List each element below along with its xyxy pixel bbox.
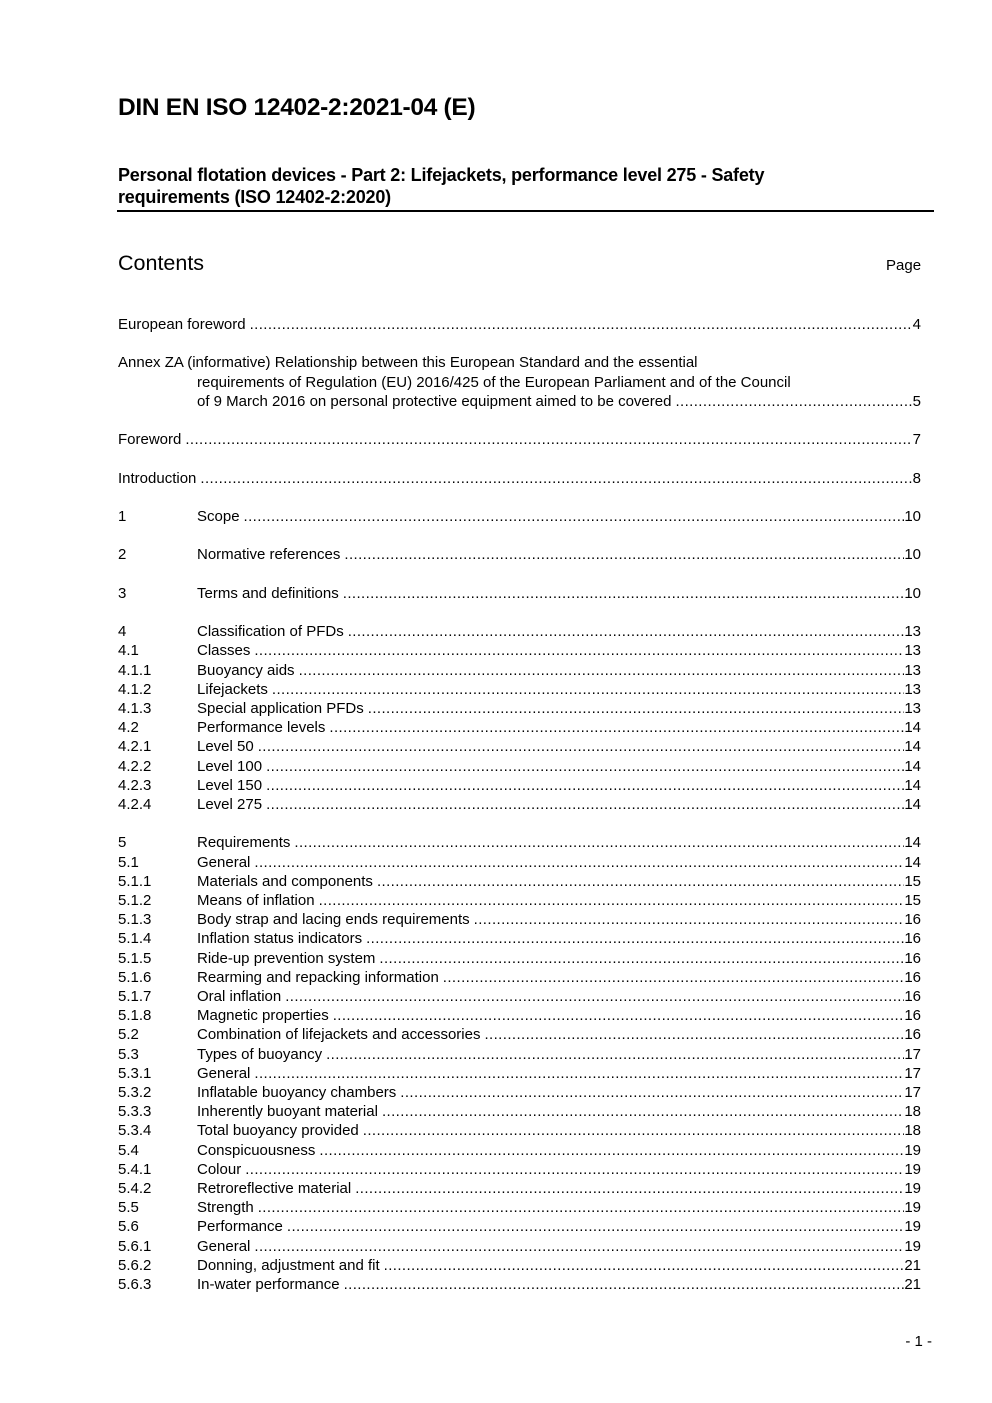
- toc-entry[interactable]: [118, 469, 921, 488]
- toc-entry-page: 16: [904, 987, 921, 1005]
- toc-entry[interactable]: [118, 949, 921, 968]
- dot-leader: [254, 641, 904, 660]
- dot-leader: [348, 622, 905, 641]
- dot-leader: [285, 987, 904, 1006]
- toc-entry-title: Oral inflation: [197, 987, 282, 1005]
- toc-entry-title: General: [197, 853, 251, 871]
- dot-leader: [368, 699, 905, 718]
- toc-entry-title: Level 50: [197, 738, 254, 756]
- toc-entry-title: General: [197, 1237, 251, 1255]
- toc-entry-title: Total buoyancy provided: [197, 1122, 359, 1140]
- dot-leader: [343, 584, 905, 603]
- toc-entry-page: 14: [904, 757, 921, 775]
- dot-leader: [355, 1179, 904, 1198]
- toc-entry-title: Retroreflective material: [197, 1180, 352, 1198]
- toc-entry-number: 4.1: [118, 642, 139, 660]
- toc-entry-page: 13: [904, 699, 921, 717]
- toc-entry-page: 14: [904, 834, 921, 852]
- toc-entry-number: 5.1: [118, 853, 139, 871]
- toc-entry-title: Classification of PFDs: [197, 623, 344, 641]
- toc-entry-page: 19: [904, 1218, 921, 1236]
- toc-entry-number: 5.6.3: [118, 1276, 152, 1294]
- title-divider: [117, 210, 934, 212]
- toc-entry-page: 5: [912, 392, 921, 410]
- toc-group: [118, 353, 921, 411]
- toc-entry-page: 19: [904, 1199, 921, 1217]
- toc-entry-page: 16: [904, 968, 921, 986]
- dot-leader: [254, 1064, 904, 1083]
- toc-entry[interactable]: [118, 853, 921, 872]
- dot-leader: [675, 392, 912, 411]
- dot-leader: [474, 910, 905, 929]
- toc-entry-number: 5: [118, 834, 127, 852]
- toc-entry-number: 5.1.4: [118, 930, 152, 948]
- dot-leader: [443, 968, 905, 987]
- toc-entry-number: 3: [118, 584, 127, 602]
- toc-entry[interactable]: [118, 1045, 921, 1064]
- toc-entry-number: 5.2: [118, 1026, 139, 1044]
- toc-entry[interactable]: [118, 1025, 921, 1044]
- toc-entry-number: 5.4.1: [118, 1160, 152, 1178]
- dot-leader: [200, 469, 912, 488]
- toc-entry[interactable]: [118, 1179, 921, 1198]
- toc-entry-title: Performance levels: [197, 719, 326, 737]
- toc-group: [118, 507, 921, 526]
- dot-leader: [363, 1121, 905, 1140]
- toc-entry-page: 16: [904, 930, 921, 948]
- toc-entry-title: Conspicuousness: [197, 1141, 316, 1159]
- dot-leader: [266, 795, 904, 814]
- table-of-contents: [118, 315, 921, 1313]
- document-id: DIN EN ISO 12402-2:2021-04 (E): [118, 94, 476, 121]
- toc-entry-title: Level 150: [197, 776, 263, 794]
- toc-entry-title: Foreword: [118, 431, 182, 449]
- toc-entry[interactable]: [118, 1006, 921, 1025]
- subtitle-line: requirements (ISO 12402-2:2020): [118, 187, 391, 207]
- toc-entry-title: Terms and definitions: [197, 584, 339, 602]
- toc-entry[interactable]: [118, 910, 921, 929]
- toc-group: [118, 315, 921, 334]
- dot-leader: [344, 545, 904, 564]
- toc-group: [118, 545, 921, 564]
- toc-entry-page: 15: [904, 891, 921, 909]
- toc-entry-title: In-water performance: [197, 1276, 340, 1294]
- toc-entry-number: 4: [118, 623, 127, 641]
- toc-group: [118, 584, 921, 603]
- dot-leader: [329, 718, 904, 737]
- toc-entry-page: 10: [904, 584, 921, 602]
- toc-entry-number: 4.2.3: [118, 776, 152, 794]
- toc-entry-title: Means of inflation: [197, 891, 315, 909]
- dot-leader: [266, 757, 904, 776]
- toc-entry-page: 10: [904, 546, 921, 564]
- toc-group: [118, 833, 921, 1294]
- toc-entry-number: 2: [118, 546, 127, 564]
- toc-entry-number: 4.1.1: [118, 661, 152, 679]
- toc-entry-title: Introduction: [118, 469, 197, 487]
- toc-entry-title: Magnetic properties: [197, 1007, 329, 1025]
- dot-leader: [244, 507, 905, 526]
- toc-entry-page: 15: [904, 872, 921, 890]
- toc-entry-number: 4.2.1: [118, 738, 152, 756]
- toc-entry-page: 16: [904, 1007, 921, 1025]
- toc-entry-page: 16: [904, 1026, 921, 1044]
- toc-entry[interactable]: [118, 1160, 921, 1179]
- dot-leader: [379, 949, 904, 968]
- toc-entry-number: 5.1.3: [118, 911, 152, 929]
- toc-entry-title: requirements of Regulation (EU) 2016/425 of the European Parliament and of the Council: [197, 373, 791, 391]
- toc-entry-number: 5.6.2: [118, 1256, 152, 1274]
- toc-entry-number: 5.1.1: [118, 872, 152, 890]
- toc-entry-number: 5.4: [118, 1141, 139, 1159]
- toc-entry[interactable]: [118, 968, 921, 987]
- dot-leader: [258, 1198, 905, 1217]
- toc-entry-title: of 9 March 2016 on personal protective equipment aimed to be covered: [197, 392, 672, 410]
- toc-entry[interactable]: [118, 757, 921, 776]
- toc-entry[interactable]: [118, 1256, 921, 1275]
- dot-leader: [382, 1102, 904, 1121]
- toc-entry-number: 5.3.3: [118, 1103, 152, 1121]
- toc-entry-number: 5.3: [118, 1045, 139, 1063]
- toc-entry-page: 17: [904, 1064, 921, 1082]
- toc-entry-title: Performance: [197, 1218, 283, 1236]
- toc-entry-title: Combination of lifejackets and accessories: [197, 1026, 481, 1044]
- toc-entry-page: 19: [904, 1180, 921, 1198]
- toc-entry-title: Inflatable buoyancy chambers: [197, 1084, 397, 1101]
- dot-leader: [185, 430, 912, 449]
- toc-entry-page: 16: [904, 911, 921, 929]
- toc-entry[interactable]: [118, 1083, 921, 1102]
- toc-group: [118, 469, 921, 488]
- toc-entry-title: Buoyancy aids: [197, 661, 295, 679]
- toc-entry[interactable]: [118, 661, 921, 680]
- toc-entry-title: General: [197, 1064, 251, 1082]
- dot-leader: [319, 891, 905, 910]
- toc-entry-page: 19: [904, 1237, 921, 1255]
- toc-entry-number: 5.3.2: [118, 1084, 152, 1101]
- toc-entry-title: Inflation status indicators: [197, 930, 363, 948]
- toc-entry-title: Normative references: [197, 546, 341, 564]
- toc-entry[interactable]: [118, 1198, 921, 1217]
- contents-heading: Contents: [118, 251, 205, 275]
- toc-entry-number: 5.1.8: [118, 1007, 152, 1025]
- dot-leader: [319, 1141, 904, 1160]
- dot-leader: [254, 853, 904, 872]
- dot-leader: [400, 1083, 904, 1102]
- toc-entry-page: 13: [904, 680, 921, 698]
- toc-entry[interactable]: [118, 1121, 921, 1140]
- toc-entry-page: 13: [904, 623, 921, 641]
- toc-entry-page: 19: [904, 1160, 921, 1178]
- toc-entry[interactable]: [118, 315, 921, 334]
- dot-leader: [484, 1025, 904, 1044]
- dot-leader: [250, 315, 913, 334]
- dot-leader: [384, 1256, 905, 1275]
- toc-entry[interactable]: [118, 680, 921, 699]
- toc-entry[interactable]: [118, 776, 921, 795]
- toc-group: [118, 622, 921, 814]
- toc-entry-number: 5.4.2: [118, 1180, 152, 1198]
- toc-entry-title: Special application PFDs: [197, 699, 364, 717]
- toc-entry[interactable]: [118, 891, 921, 910]
- toc-entry-title: Types of buoyancy: [197, 1045, 323, 1063]
- toc-entry-number: 4.2.4: [118, 795, 152, 813]
- toc-entry-number: 4.2: [118, 719, 139, 737]
- toc-entry[interactable]: [118, 987, 921, 1006]
- toc-entry-title: Rearming and repacking information: [197, 968, 439, 986]
- toc-entry[interactable]: [118, 1217, 921, 1236]
- toc-entry-title: Annex ZA (informative) Relationship between this European Standard and the essential: [118, 354, 698, 372]
- toc-entry-title: Body strap and lacing ends requirements: [197, 911, 470, 929]
- dot-leader: [272, 680, 904, 699]
- document-subtitle: [118, 164, 918, 208]
- dot-leader: [366, 929, 904, 948]
- toc-entry-title: European foreword: [118, 316, 246, 333]
- toc-entry[interactable]: [118, 1141, 921, 1160]
- toc-entry[interactable]: [118, 872, 921, 891]
- dot-leader: [287, 1217, 904, 1236]
- toc-entry-title: Colour: [197, 1160, 242, 1178]
- toc-entry-title: Requirements: [197, 834, 291, 852]
- toc-entry[interactable]: [118, 641, 921, 660]
- dot-leader: [266, 776, 904, 795]
- toc-entry-title: Scope: [197, 507, 240, 525]
- toc-entry-page: 14: [904, 776, 921, 794]
- toc-entry[interactable]: [118, 833, 921, 852]
- toc-entry-number: 5.1.5: [118, 949, 152, 967]
- toc-entry-number: 5.1.7: [118, 987, 152, 1005]
- toc-entry-number: 5.6: [118, 1218, 139, 1236]
- toc-entry[interactable]: [118, 545, 921, 564]
- dot-leader: [377, 872, 904, 891]
- dot-leader: [254, 1237, 904, 1256]
- toc-entry[interactable]: [118, 1102, 921, 1121]
- toc-entry-number: 5.1.2: [118, 891, 152, 909]
- dot-leader: [299, 661, 905, 680]
- toc-entry-title: Level 275: [197, 795, 263, 813]
- toc-entry-title: Lifejackets: [197, 680, 268, 698]
- toc-entry-page: 7: [912, 431, 921, 449]
- toc-entry[interactable]: [118, 1275, 921, 1294]
- dot-leader: [245, 1160, 904, 1179]
- toc-entry[interactable]: [118, 737, 921, 756]
- toc-entry-page: 10: [904, 507, 921, 525]
- toc-entry[interactable]: [118, 718, 921, 737]
- toc-entry-line[interactable]: [118, 373, 921, 392]
- toc-entry-number: 4.1.2: [118, 680, 152, 698]
- toc-entry-title: Inherently buoyant material: [197, 1103, 378, 1121]
- toc-entry-number: 4.2.2: [118, 757, 152, 775]
- toc-entry[interactable]: [118, 584, 921, 603]
- toc-entry-page: 17: [904, 1084, 921, 1101]
- toc-entry-page: 14: [904, 853, 921, 871]
- toc-entry-line[interactable]: [118, 353, 921, 372]
- toc-entry-title: Classes: [197, 642, 251, 660]
- toc-entry-page: 21: [904, 1276, 921, 1294]
- dot-leader: [333, 1006, 905, 1025]
- toc-entry[interactable]: [118, 699, 921, 718]
- toc-entry-number: 1: [118, 507, 127, 525]
- toc-entry[interactable]: [118, 1064, 921, 1083]
- toc-entry-page: 21: [904, 1256, 921, 1274]
- page-column-label: Page: [886, 257, 922, 274]
- toc-entry-title: Donning, adjustment and fit: [197, 1256, 380, 1274]
- toc-entry-page: 13: [904, 642, 921, 660]
- dot-leader: [326, 1045, 904, 1064]
- toc-entry-page: 17: [904, 1045, 921, 1063]
- toc-entry-page: 16: [904, 949, 921, 967]
- toc-entry[interactable]: [118, 795, 921, 814]
- toc-entry-page: 18: [904, 1103, 921, 1121]
- toc-entry-number: 5.1.6: [118, 968, 152, 986]
- toc-entry-page: 18: [904, 1122, 921, 1140]
- toc-entry-page: 13: [904, 661, 921, 679]
- toc-entry-number: 5.3.4: [118, 1122, 152, 1140]
- dot-leader: [258, 737, 905, 756]
- toc-entry-page: 14: [904, 738, 921, 756]
- toc-entry-line[interactable]: [118, 392, 921, 411]
- toc-entry-number: 5.5: [118, 1199, 139, 1217]
- toc-entry[interactable]: [118, 622, 921, 641]
- page-number: - 1 -: [905, 1333, 932, 1350]
- toc-entry-page: 14: [904, 795, 921, 813]
- toc-entry-number: 5.6.1: [118, 1237, 152, 1255]
- toc-entry[interactable]: [118, 507, 921, 526]
- toc-entry[interactable]: [118, 430, 921, 449]
- dot-leader: [294, 833, 904, 852]
- toc-entry[interactable]: [118, 929, 921, 948]
- toc-entry-number: 5.3.1: [118, 1064, 152, 1082]
- toc-group: [118, 430, 921, 449]
- toc-entry-title: Ride-up prevention system: [197, 949, 376, 967]
- toc-entry-title: Level 100: [197, 757, 263, 775]
- toc-entry-page: 19: [904, 1141, 921, 1159]
- toc-entry-title: Strength: [197, 1199, 254, 1217]
- toc-entry-page: 8: [912, 469, 921, 487]
- toc-entry-title: Materials and components: [197, 872, 373, 890]
- subtitle-line: Personal flotation devices - Part 2: Lifejackets, performance level 275 - Safety: [118, 165, 765, 185]
- dot-leader: [344, 1275, 905, 1294]
- toc-entry-number: 4.1.3: [118, 699, 152, 717]
- toc-entry-page: 14: [904, 719, 921, 737]
- toc-entry-page: 4: [912, 316, 921, 333]
- toc-entry[interactable]: [118, 1237, 921, 1256]
